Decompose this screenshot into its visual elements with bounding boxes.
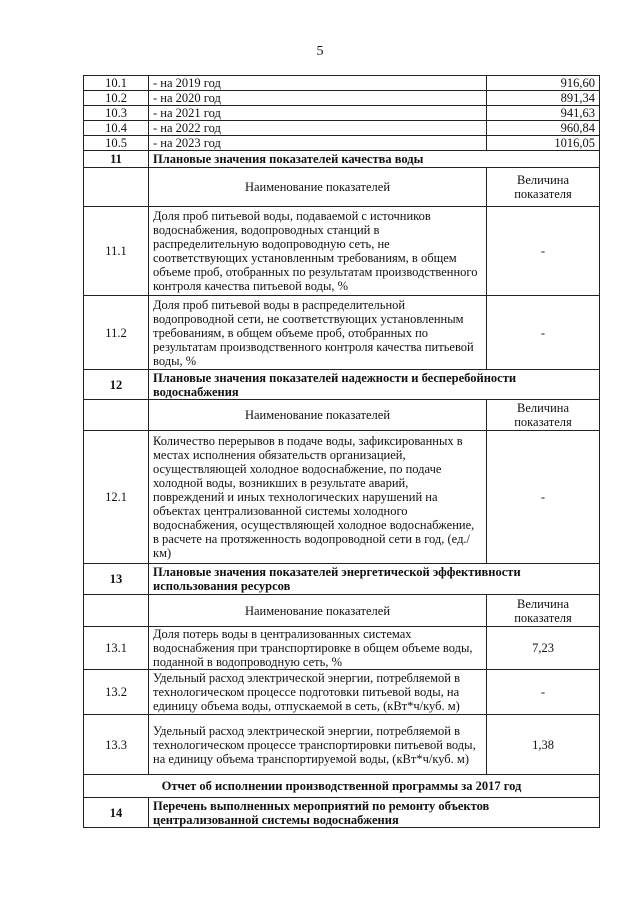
header-row xyxy=(84,595,600,627)
row-text: Количество перерывов в подаче воды, зафиксированных в местах исполнения обязательств организацией, осуществляющей холодное водоснабжение, по подаче холодной воды, возникших в результате аварий, повреждений и иных технологических нарушений на объектах централизованной системы холодного водоснабжения, осуществляющей холодное водоснабжение, в расчете на протяженность водопроводной сети в год, (ед./км) xyxy=(149,431,487,564)
row-value: 941,63 xyxy=(487,106,600,121)
table-row xyxy=(84,136,600,151)
row-value: - xyxy=(487,431,600,564)
row-number: 10.4 xyxy=(84,121,149,136)
section-number: 13 xyxy=(84,564,149,595)
section-title: Перечень выполненных мероприятий по ремонту объектов централизованной системы водоснабжения xyxy=(149,798,600,828)
table-row xyxy=(84,296,600,370)
column-header-name: Наименование показателей xyxy=(149,400,487,431)
column-header-value: Величина показателя xyxy=(487,168,600,207)
empty-cell xyxy=(84,168,149,207)
row-number: 13.3 xyxy=(84,715,149,775)
page-number: 5 xyxy=(316,44,324,59)
table-row xyxy=(84,91,600,106)
row-number: 11.2 xyxy=(84,296,149,370)
row-number: 10.2 xyxy=(84,91,149,106)
table-row xyxy=(84,627,600,670)
header-row xyxy=(84,400,600,431)
row-value: - xyxy=(487,207,600,296)
row-value: 1,38 xyxy=(487,715,600,775)
row-text: Удельный расход электрической энергии, потребляемой в технологическом процессе подготовки питьевой воды, на единицу объема воды, отпускаемой в сеть, (кВт*ч/куб. м) xyxy=(149,670,487,715)
table-row xyxy=(84,670,600,715)
section-title: Плановые значения показателей качества воды xyxy=(149,151,600,168)
section-title: Плановые значения показателей надежности и бесперебойности водоснабжения xyxy=(149,370,600,400)
row-number: 13.1 xyxy=(84,627,149,670)
section-row xyxy=(84,564,600,595)
row-value: 1016,05 xyxy=(487,136,600,151)
row-number: 13.2 xyxy=(84,670,149,715)
indicators-table xyxy=(83,75,600,828)
row-number: 10.1 xyxy=(84,76,149,91)
row-value: 916,60 xyxy=(487,76,600,91)
section-row xyxy=(84,151,600,168)
section-number: 12 xyxy=(84,370,149,400)
section-row xyxy=(84,370,600,400)
row-number: 10.5 xyxy=(84,136,149,151)
row-text: Доля потерь воды в централизованных системах водоснабжения при транспортировке в общем объеме воды, поданной в водопроводную сеть, % xyxy=(149,627,487,670)
column-header-value: Величина показателя xyxy=(487,400,600,431)
row-text: Доля проб питьевой воды в распределительной водопроводной сети, не соответствующих установленным требованиям, в общем объеме проб, отобранных по результатам производственного контроля качества питьевой воды, % xyxy=(149,296,487,370)
table-row xyxy=(84,76,600,91)
table-row xyxy=(84,121,600,136)
section-number: 14 xyxy=(84,798,149,828)
row-value: 960,84 xyxy=(487,121,600,136)
row-text: Удельный расход электрической энергии, потребляемой в технологическом процессе транспортировки питьевой воды, на единицу объема транспортируемой воды, (кВт*ч/куб. м) xyxy=(149,715,487,775)
row-label: - на 2022 год xyxy=(149,121,487,136)
row-number: 11.1 xyxy=(84,207,149,296)
empty-cell xyxy=(84,595,149,627)
column-header-name: Наименование показателей xyxy=(149,168,487,207)
row-value: 891,34 xyxy=(487,91,600,106)
row-value: - xyxy=(487,296,600,370)
row-text: Доля проб питьевой воды, подаваемой с источников водоснабжения, водопроводных станций в распределительную водопроводную сеть, не соответствующих установленным требованиям, в общем объеме проб, отобранных по результатам производственного контроля качества питьевой воды, % xyxy=(149,207,487,296)
section-row xyxy=(84,798,600,828)
row-label: - на 2021 год xyxy=(149,106,487,121)
row-number: 12.1 xyxy=(84,431,149,564)
row-value: 7,23 xyxy=(487,627,600,670)
table-row xyxy=(84,106,600,121)
empty-cell xyxy=(84,400,149,431)
table-row xyxy=(84,431,600,564)
row-label: - на 2019 год xyxy=(149,76,487,91)
column-header-name: Наименование показателей xyxy=(149,595,487,627)
table-row xyxy=(84,207,600,296)
column-header-value: Величина показателя xyxy=(487,595,600,627)
row-value: - xyxy=(487,670,600,715)
report-title-row xyxy=(84,775,600,798)
report-title: Отчет об исполнении производственной программы за 2017 год xyxy=(84,775,600,798)
row-number: 10.3 xyxy=(84,106,149,121)
row-label: - на 2023 год xyxy=(149,136,487,151)
section-number: 11 xyxy=(84,151,149,168)
row-label: - на 2020 год xyxy=(149,91,487,106)
header-row xyxy=(84,168,600,207)
section-title: Плановые значения показателей энергетической эффективности использования ресурсов xyxy=(149,564,600,595)
table-row xyxy=(84,715,600,775)
